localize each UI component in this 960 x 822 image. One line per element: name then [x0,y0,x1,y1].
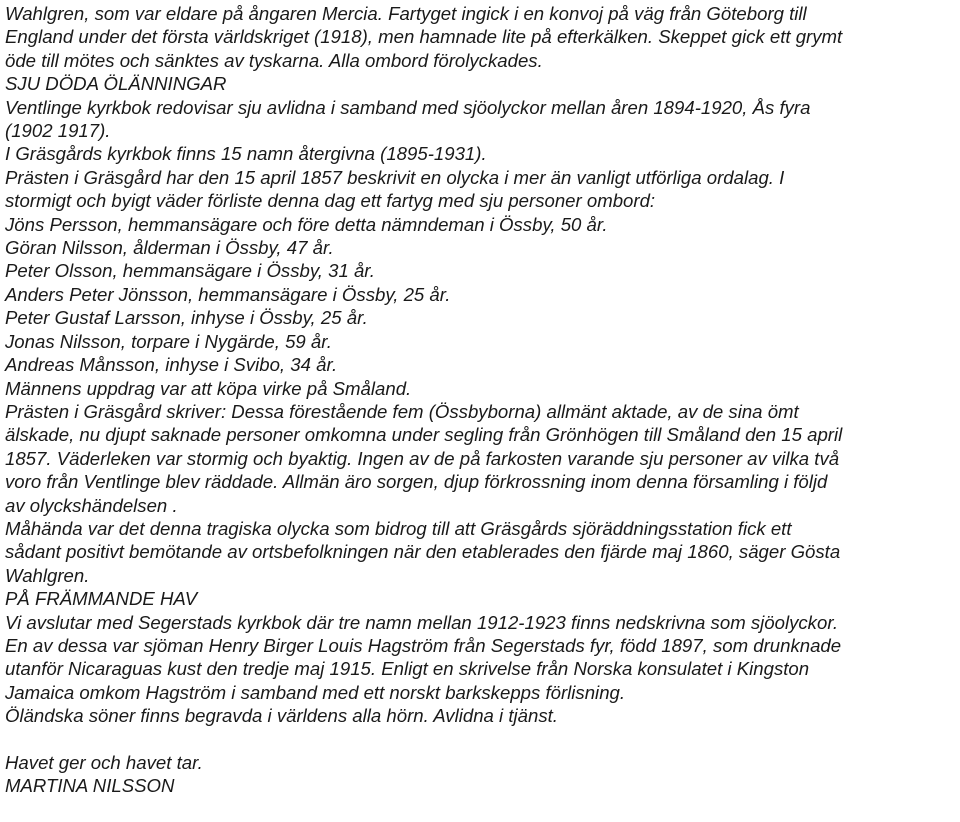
text-line: Prästen i Gräsgård skriver: Dessa förestående fem (Össbyborna) allmänt aktade, av de sina ömt [5,400,799,422]
victim-line: Jonas Nilsson, torpare i Nygärde, 59 år. [5,330,332,352]
text-line: Öländska söner finns begravda i världens alla hörn. Avlidna i tjänst. [5,705,558,727]
text-line: Wahlgren. [5,564,90,586]
text-line: 1857. Väderleken var stormig och byaktig. Ingen av de på farkosten varande sju personer av vilka två [5,447,840,469]
text-line: En av dessa var sjöman Henry Birger Louis Hagström från Segerstads fyr, född 1897, som drunknade [5,634,842,656]
victim-line: Jöns Persson, hemmansägare och före detta nämndeman i Össby, 50 år. [5,213,608,235]
victim-line: Peter Olsson, hemmansägare i Össby, 31 år. [5,260,375,282]
victim-line: Anders Peter Jönsson, hemmansägare i Össby, 25 år. [5,283,451,305]
author-signature: MARTINA NILSSON [5,775,175,797]
text-line: England under det första världskriget (1918), men hamnade lite på efterkälken. Skeppet gick ett grymt [5,26,843,48]
victim-line: Göran Nilsson, ålderman i Össby, 47 år. [5,237,334,259]
text-line: voro från Ventlinge blev räddade. Allmän äro sorgen, djup förkrossning inom denna församling i följd [5,471,828,493]
text-line: (1902 1917). [5,120,111,142]
document-page [5,2,955,798]
text-line: av olyckshändelsen . [5,494,178,516]
text-line: Jamaica omkom Hagström i samband med ett norskt barkskepps förlisning. [5,681,626,703]
text-line: Måhända var det denna tragiska olycka som bidrog till att Gräsgårds sjöräddningsstation fick ett [5,517,792,539]
text-line: Vi avslutar med Segerstads kyrkbok där tre namn mellan 1912-1923 finns nedskrivna som sjöolyckor. [5,611,838,633]
text-line: Wahlgren, som var eldare på ångaren Mercia. Fartyget ingick i en konvoj på väg från Göteborg till [5,3,807,24]
section-heading: SJU DÖDA ÖLÄNNINGAR [5,73,227,95]
text-line: stormigt och byigt väder förliste denna dag ett fartyg med sju personer ombord: [5,190,656,212]
blank-line [5,728,955,751]
section-heading: PÅ FRÄMMANDE HAV [5,588,198,610]
victim-line: Andreas Månsson, inhyse i Svibo, 34 år. [5,354,338,376]
text-line: I Gräsgårds kyrkbok finns 15 namn återgivna (1895-1931). [5,143,487,165]
text-line: Männens uppdrag var att köpa virke på Småland. [5,377,412,399]
text-line: utanför Nicaraguas kust den tredje maj 1915. Enligt en skrivelse från Norska konsulatet i Kingston [5,658,810,680]
closing-line: Havet ger och havet tar. [5,751,203,773]
text-line: Ventlinge kyrkbok redovisar sju avlidna i samband med sjöolyckor mellan åren 1894-1920, Ås fyra [5,96,811,118]
text-line: Prästen i Gräsgård har den 15 april 1857 beskrivit en olycka i mer än vanligt utförliga ordalag. I [5,166,785,188]
victim-line: Peter Gustaf Larsson, inhyse i Össby, 25 år. [5,307,368,329]
text-line: sådant positivt bemötande av ortsbefolkningen när den etablerades den fjärde maj 1860, säger Gösta [5,541,841,563]
text-line: älskade, nu djupt saknade personer omkomna under segling från Grönhögen till Småland den 15 april [5,424,843,446]
text-line: öde till mötes och sänktes av tyskarna. Alla ombord förolyckades. [5,49,543,71]
